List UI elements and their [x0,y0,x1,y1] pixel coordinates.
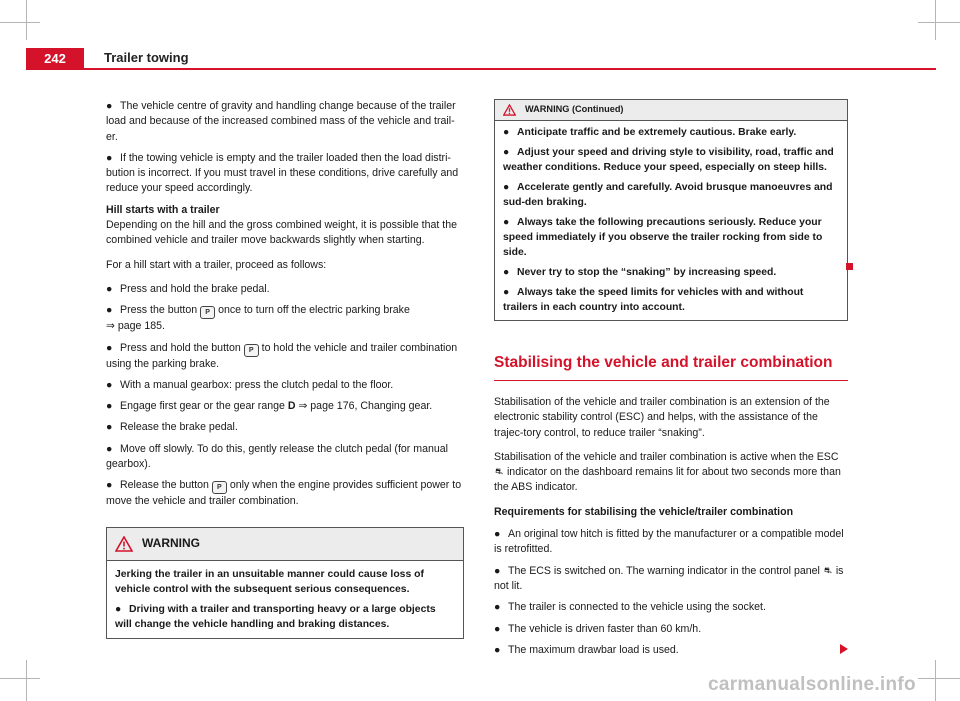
crop-mark [935,0,936,40]
warning-bullet: ● Always take the following precautions seriously. Reduce your speed immediately if you observe the trailer rocking from side to side. [503,217,823,258]
list-item: ● The vehicle is driven faster than 60 km/h. [494,622,702,635]
list-item: ● Press and hold the brake pedal. [106,282,270,295]
parking-brake-button-icon: P [200,306,215,319]
list-item: ● The trailer is connected to the vehicle using the socket. [494,601,766,614]
page-number: 242 [26,48,84,68]
header-rule [26,68,936,70]
list-item: ● The maximum drawbar load is used. [494,643,848,658]
esc-indicator-icon: ⛐ [495,466,503,477]
warning-bullet: ● Accelerate gently and carefully. Avoid brusque manoeuvres and sud-den braking. [503,182,833,208]
warning-box [106,527,464,639]
list-item: ● Release the button P only when the engine provides sufficient power to move the vehicle and trailer combination. [106,479,462,508]
page-link[interactable]: ⇒ page 185. [106,320,165,333]
subheading: Hill starts with a trailer [106,203,220,216]
warning-triangle-icon [115,536,133,552]
subheading: Requirements for stabilising the vehicle/trailer combination [494,505,794,518]
warning-title: WARNING [142,535,200,550]
list-item: ● The vehicle centre of gravity and handling change because of the trailer load and because of the increased combined mass of the vehicle and trail-er. [106,100,456,143]
paragraph: Stabilisation of the vehicle and trailer combination is an extension of the electronic stability control (ESC) and helps, with the assistance of the trajec-tory control, to reduce trailer “snaking”. [494,396,830,439]
warning-header [107,528,463,561]
section-rule [494,380,848,381]
paragraph: Depending on the hill and the gross combined weight, it is possible that the combined vehicle and trailer move backwards slightly when starting. [106,219,457,247]
list-item: ● With a manual gearbox: press the clutch pedal to the floor. [106,378,394,391]
warning-continued-box [494,99,848,321]
parking-brake-button-icon: P [244,344,259,357]
list-item: ● Engage first gear or the gear range D ⇒ page 176, Changing gear. [106,400,433,413]
section-title: Stabilising the vehicle and trailer combination [494,354,833,371]
continue-arrow-icon [840,644,848,654]
left-column [106,99,464,639]
end-marker-icon [846,263,853,270]
list-item: ● Press and hold the button P to hold the vehicle and trailer combination using the parking brake. [106,341,458,370]
list-item: ● Move off slowly. To do this, gently release the clutch pedal (for manual gearbox). [106,442,448,471]
warning-bullet: ● Adjust your speed and driving style to visibility, road, traffic and weather conditions. Reduce your speed, especially on steep hills. [503,147,834,173]
paragraph: For a hill start with a trailer, proceed as follows: [106,258,327,271]
crop-mark [935,660,936,701]
crop-mark [26,660,27,701]
warning-bullet: ● Driving with a trailer and transporting heavy or a large objects will change the vehicle handling and braking distances. [115,603,436,630]
warning-title: WARNING (Continued) [525,104,624,115]
warning-body [495,121,847,320]
parking-brake-button-icon: P [212,481,227,494]
warning-bullet: ● Anticipate traffic and be extremely cautious. Brake early. [503,127,797,138]
running-title: Trailer towing [104,50,189,65]
crop-mark [918,678,960,679]
warning-header [495,100,847,121]
list-item: ● Press the button P once to turn off the electric parking brake ⇒ page 185. [106,304,410,333]
warning-bullet: ● Never try to stop the “snaking” by increasing speed. [503,267,777,278]
watermark[interactable]: carmanualsonline.info [708,674,916,695]
crop-mark [918,22,960,23]
crop-mark [26,0,27,40]
crop-mark [0,22,40,23]
warning-bullet: ● Always take the speed limits for vehicles with and without trailers in each country into account. [503,287,804,313]
warning-text: Jerking the trailer in an unsuitable manner could cause loss of vehicle control with the subsequent serious consequences. [115,568,424,595]
paragraph: Stabilisation of the vehicle and trailer combination is active when the ESC ⛐ indicator on the dashboard remains lit for about two seconds more than the ABS indicator. [494,450,841,494]
list-item: ● Release the brake pedal. [106,421,238,434]
warning-body [107,561,463,638]
right-column [494,99,848,664]
list-item: ● The ECS is switched on. The warning indicator in the control panel ⛐ is not lit. [494,564,844,592]
warning-triangle-icon [503,104,516,116]
crop-mark [0,678,40,679]
esc-indicator-icon: ⛐ [823,564,832,575]
list-item: ● If the towing vehicle is empty and the trailer loaded then the load distri-bution is incorrect. If you must travel in these conditions, drive carefully and reduce your speed accordingly. [106,151,459,195]
list-item: ● An original tow hitch is fitted by the manufacturer or a compatible model is retrofitted. [494,528,844,556]
